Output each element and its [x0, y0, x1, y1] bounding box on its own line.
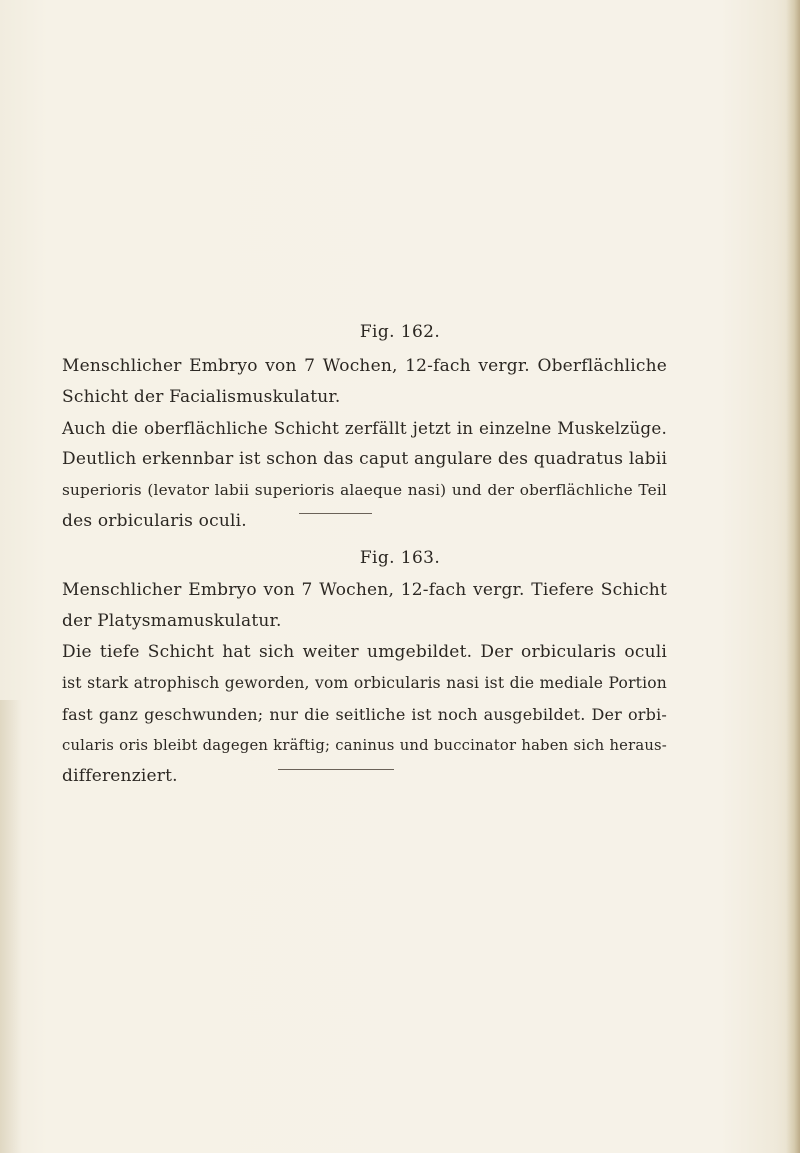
fig-163-line-2: der Platysmamuskulatur.	[62, 611, 282, 631]
section-divider-1	[299, 513, 372, 514]
section-divider-2	[278, 769, 394, 770]
fig-163-line-4: ist stark atrophisch geworden, vom orbicularis nasi ist die mediale Portion	[62, 674, 667, 692]
fig-162-line-3: Auch die oberflächliche Schicht zerfällt jetzt in einzelne Muskelzüge.	[62, 418, 667, 438]
fig-163-line-7: differenziert.	[62, 766, 178, 786]
fig-163-title: Fig. 163.	[359, 548, 441, 568]
fig-163-line-6: cularis oris bleibt dagegen kräftig; caninus und buccinator haben sich heraus-	[62, 737, 667, 754]
fig-162-caption	[62, 351, 667, 537]
fig-162-line-6: des orbicularis oculi.	[62, 511, 247, 531]
fig-163-line-3: Die tiefe Schicht hat sich weiter umgebildet. Der orbicularis oculi	[62, 642, 667, 662]
fig-163-line-1: Menschlicher Embryo von 7 Wochen, 12-fach vergr. Tiefere Schicht	[62, 580, 667, 600]
paper-edge-right	[786, 0, 800, 1153]
fig-162-line-4: Deutlich erkennbar ist schon das caput angulare des quadratus labii	[62, 449, 668, 469]
fig-162-title: Fig. 162.	[359, 322, 441, 342]
fig-162-line-2: Schicht der Facialismuskulatur.	[62, 387, 341, 407]
paper-edge-left	[0, 700, 22, 1153]
fig-162-line-1: Menschlicher Embryo von 7 Wochen, 12-fach vergr. Oberflächliche	[62, 356, 667, 376]
fig-162-line-5: superioris (levator labii superioris alaeque nasi) und der oberflächliche Teil	[62, 481, 667, 499]
fig-163-line-5: fast ganz geschwunden; nur die seitliche ist noch ausgebildet. Der orbi-	[62, 705, 667, 724]
fig-163-caption	[62, 575, 667, 792]
